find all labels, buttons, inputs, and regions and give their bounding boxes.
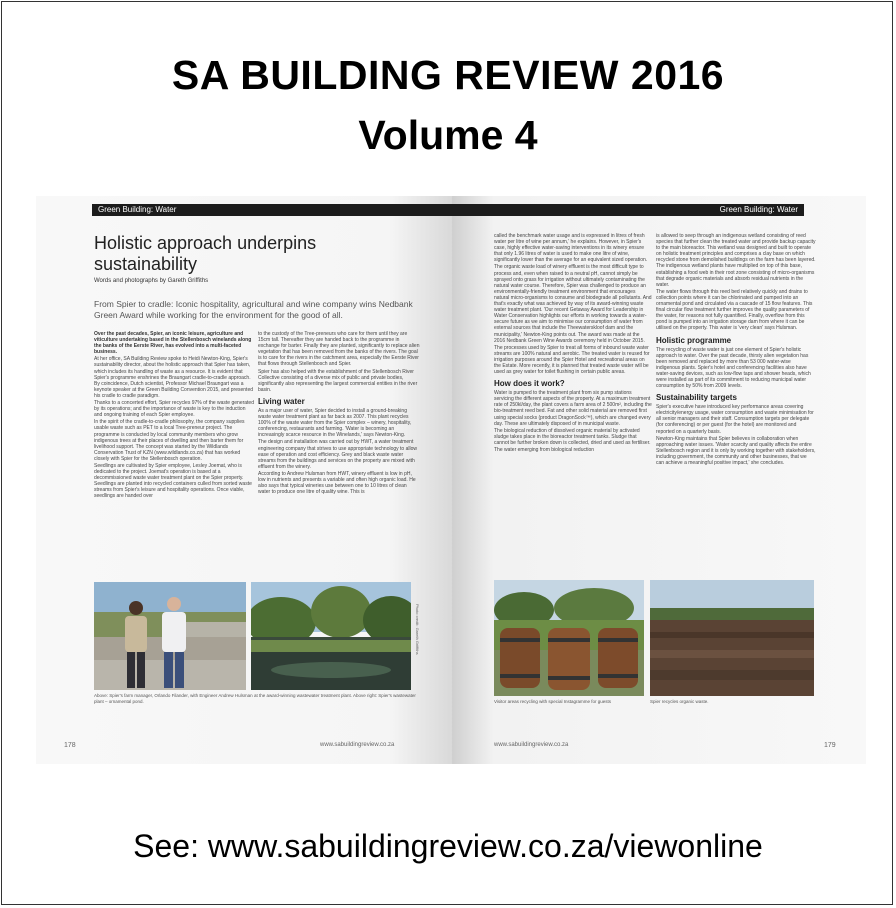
- subheading: Holistic programme: [656, 335, 732, 345]
- photo-organic-waste: [650, 580, 814, 696]
- page-url: www.sabuildingreview.co.za: [320, 742, 395, 748]
- photo-caption-left: Visitor areas recycling with special Instagramme for guests: [494, 699, 611, 704]
- paragraph: Water is pumped to the treatment plant from six pump stations servicing the different aspects of the property. At a maximum treatment rate of 250kl/day, the plant covers a farm area of 2 500m², including the bio-treatment reed bed. Fat and other solid material are removed first using special socks (product DragonSock™), which are changed every day. These are ultimately disposed of in municipal waste.: [494, 390, 652, 427]
- right-column-1: [494, 233, 652, 581]
- page-number: 179: [824, 742, 836, 749]
- paragraph: The biological reduction of dissolved organic material by activated sludge takes place in the bioreactor treatment tanks. Sludge that cannot be further broken down is collected, dried and used as fertiliser.: [494, 427, 651, 446]
- paragraph: Spier has also helped with the establishment of the Stellenbosch River Collective consisting of a diverse mix of public and private bodies, significantly also representing the largest commercial entities in the river basin.: [258, 368, 418, 393]
- photo-recycling-barrels: [494, 580, 644, 696]
- page-number: 178: [64, 742, 76, 749]
- left-column-1: [94, 331, 254, 589]
- right-page: [452, 196, 866, 764]
- paragraph: The organic waste load of winery effluent is the most difficult type to process and, even when raised to a neutral pH, cannot simply be sprayed onto grass for irrigation without ultimately contaminating the natural water course. Therefore, Spier was challenged to produce an environmentally-friendly treatment environment that encourages natural micro-organisms to consume and biodegrade all pollutants. And that's exactly what was achieved by way of its award-winning waste water treatment plant. 'Our recent Getaway Award for Leadership in Water Conservation highlights our efforts in working towards a water-secure future as we aim to minimise our consumption of water from external sources that include the Theewaterskloof dam and the municipality,' Newton-King points out. The award was made at the 2016 Nedbank Green Wine Awards ceremony held in October 2015.: [494, 264, 652, 344]
- right-column-2: [656, 233, 816, 581]
- subheading: Living water: [258, 396, 305, 406]
- photo-caption: Above: Spier's farm manager, Orlando Filander, with Engineer Andrew Hulsman at the award-winning wastewater treatment plant. Above right: Spier's wastewater plant – ornamental pond.: [94, 693, 416, 704]
- photo-credit: Photo credit: Gareth Griffiths: [415, 604, 420, 655]
- paragraph: Over the past decades, Spier, an iconic leisure, agriculture and viticulture undertaking based in the Stellenbosch winelands along the banks of the Eerste River, has evolved into a multi-faceted business.: [94, 331, 252, 356]
- paragraph: The water flows through this reed bed relatively quickly and drains to collection points where it can be chlorinated and pumped into an ornamental pond and circulated via a cascade of 15 flow features. This final circular flow treatment further improves the quality parameters of the water, for reasons not fully quantified. Finally, overflow from this pond is pumped into an irrigation storage dam from where it can be utilised on the property. This water is 'very clean' says Hulsman.: [656, 288, 813, 332]
- paragraph: called the benchmark water usage and is expressed in litres of fresh water per litre of wine per annum,' he explains. However, in Spier's case, highly effective water-saving interventions in its winery ensure that only 1.96 litres of water is used to make one litre of wine, significantly lower than the average for an equivalent sized operation.: [494, 233, 648, 264]
- paragraph: The design and installation was carried out by HWT, a water treatment engineering company that strives to use appropriate technology to allow ease of operation and cost efficiency. Grey and black waste water streams from the buildings and services on the property are mixed with effluent from the winery.: [258, 439, 417, 470]
- paragraph: As a major user of water, Spier decided to install a ground-breaking waste water treatment plant as far back as 2007. This plant recycles 100% of the waste water from the Spier complex – winery, hospitality, conferencing, restaurants and farming. 'Water is becoming an increasingly scarce resource in the Winelands,' says Newton-King.: [258, 407, 412, 439]
- photo-ornamental-pond: [251, 582, 411, 690]
- paragraph: is allowed to seep through an indigenous wetland consisting of reed species that further clean the treated water and provide backup capacity to the main bioreactor. This wetland was designed and built to operate on holistic treatment principles and comprises a clay base on which recycled stone from demolished buildings on the farm has been layered. The indigenous wetland plants have multiplied on top of this base, establishing a food web in their root zone consisting of micro-organisms that degrade organic materials and absorb residual nutrients in the water.: [656, 233, 816, 288]
- left-page: [36, 196, 452, 764]
- poster-headline: SA BUILDING REVIEW 2016: [171, 52, 725, 98]
- subheading: Sustainability targets: [656, 393, 737, 403]
- paragraph: According to Andrew Hulsman from HWT, winery effluent is low in pH, low in nutrients and presents a variable and often high organic load. He also says that typical wineries use between one to 10 litres of clean water to produce one litre of quality wine. This is: [258, 470, 416, 496]
- left-section-bar: Green Building: Water: [92, 204, 452, 216]
- photo-caption-right: Spier recycles organic waste.: [650, 699, 709, 704]
- paragraph: to the custody of the Tree-preneurs who care for them until they are 15cm tall. Thereafter they are handed back to the programme in exchange for barter. Finally they are planted, significantly to replace alien vegetation that has been removed from the banks of the rivers. The goal is to care for the rivers in the catchment area, especially the Eerste River that flows through Stellenbosch and Spier.: [258, 331, 420, 368]
- magazine-spread: [36, 196, 866, 764]
- paragraph: In the spirit of the cradle-to-cradle philosophy, the company supplies usable waste such as PET to a local Tree-preneur project. The programme is conducted by local community members who grow indigenous trees at their places of dwelling and then barter them for livelihood support. The concept was started by the Wildlands Conservation Trust of KZN (www.wildlands.co.za) that has worked closely with Spier for the Stellenbosch operation.: [94, 419, 245, 462]
- paragraph: At her office, SA Building Review spoke to Heidi Newton-King, Spier's sustainability director, about the holistic approach that Spier has taken, which includes its handling of waste as a resource. It is evident that Spier's programme enshrines the Braungart cradle-to-cradle approach. By coincidence, Dutch scientist, Professor Michael Braungart was a keynote speaker at the Green Building Convention 2015, and presented his cradle to cradle paradigm.: [94, 356, 253, 399]
- subheading: How does it work?: [494, 379, 565, 389]
- paragraph: The water emerging from biological reduction: [494, 447, 595, 453]
- paragraph: Newton-King maintains that Spier believes in collaboration when approaching water issues. 'Water scarcity and quality affects the entire Stellenbosch region and it is only by working together with stakeholders, including government, the community and other businesses, that we can achieve a meaningful positive impact,' she concludes.: [656, 435, 816, 466]
- paragraph: Seedlings are cultivated by Spier employee, Lesley Joemat, who is dedicated to the project. Joemat's operation is based at a decommissioned waste water treatment plant on the Spier property. Seedlings are planted into recycled containers culled from sorted waste streams from Spier's leisure and hospitality operations. Once viable, seedlings are handed over: [94, 462, 252, 500]
- paragraph: The processes used by Spier to treat all forms of inbound waste water streams are 100% natural and aerobic. The treated water is reused for irrigation purposes around the Spier Hotel and recreational areas on the Estate. More recently, it is planned that treated waste water will be used as grey water for toilet flushing in certain public areas.: [494, 344, 650, 376]
- paragraph: Thanks to a concerted effort, Spier recycles 97% of the waste generated by its operations; and the importance of waste is key to the induction and ongoing training of each Spier employee.: [94, 400, 254, 419]
- page-url: www.sabuildingreview.co.za: [494, 742, 569, 748]
- paragraph: The recycling of waste water is just one element of Spier's holistic approach to water. Over the past decade, thirsty alien vegetation has been removed and replaced by more than 53 000 water-wise indigenous plants. Spier's hotel and conferencing facilities also have water-saving devices, such as low-flow taps and shower heads, which were installed as part of its commitment to reducing municipal water consumption by 50% from 2009 levels.: [656, 346, 811, 390]
- paragraph: Spier's executive have introduced key performance areas covering electricity/energy usage, water consumption and waste minimisation for all senior managers and their staff. Consumption targets per delegate (for conferencing) or per guest (for the hotel) are monitored and reported on a quarterly basis.: [656, 404, 814, 435]
- article-standfirst: From Spier to cradle: Iconic hospitality, agricultural and wine company wins Nedbank Green Award while working for the environment for the good of all.: [94, 299, 413, 320]
- poster-volume: Volume 4: [358, 112, 538, 158]
- right-section-bar: Green Building: Water: [452, 204, 804, 216]
- photo-farm-manager-and-engineer: [94, 582, 246, 690]
- article-byline: Words and photographs by Gareth Griffiths: [94, 278, 209, 284]
- left-column-2: [258, 331, 420, 589]
- article-title: Holistic approach underpins sustainability: [94, 233, 317, 274]
- view-online-link[interactable]: See: www.sabuildingreview.co.za/viewonline: [133, 828, 763, 864]
